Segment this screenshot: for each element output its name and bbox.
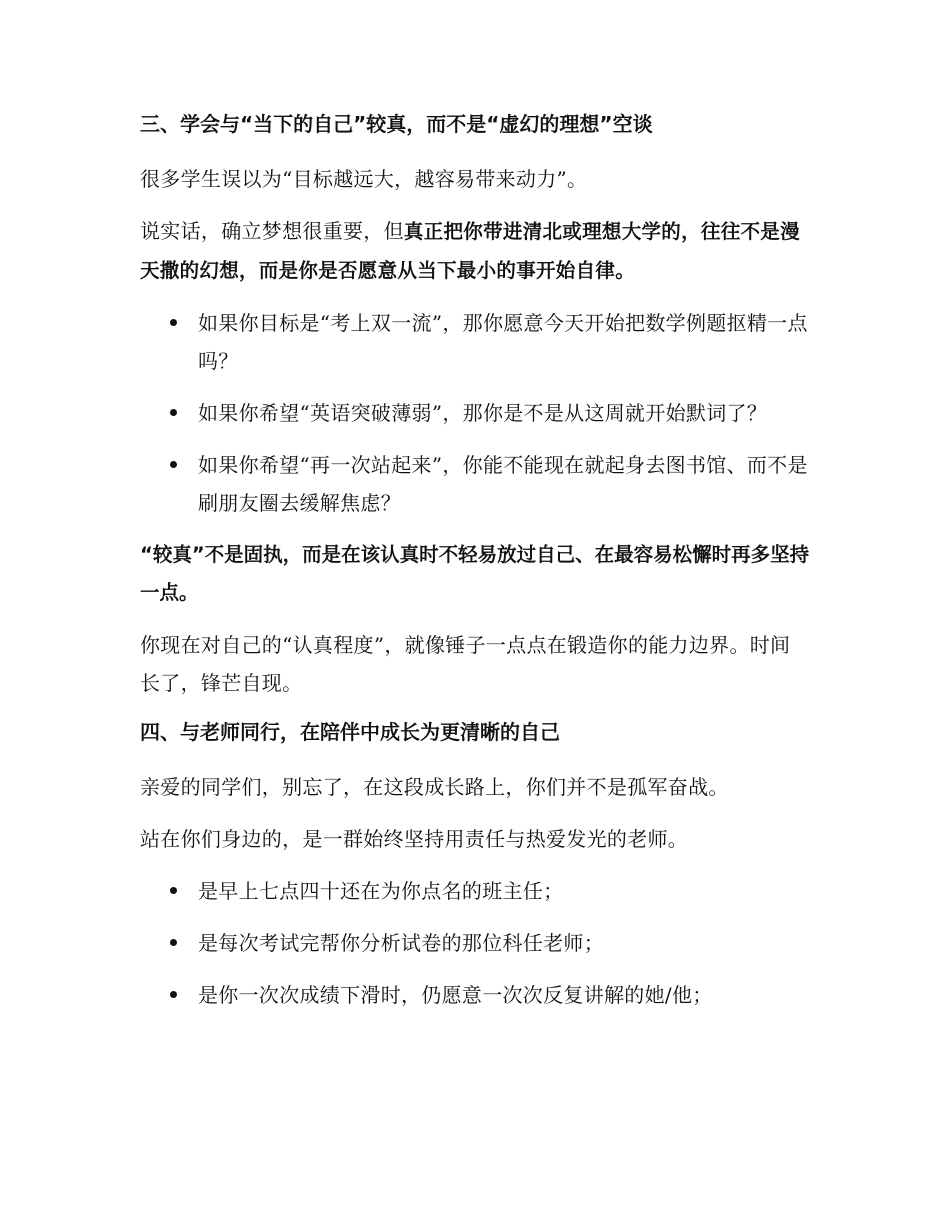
bullet-dot-icon	[170, 409, 177, 416]
list-item-text: 如果你希望“再一次站起来”，你能不能现在就起身去图书馆、而不是刷朋友圈去缓解焦虑？	[198, 453, 808, 515]
section-3-paragraph-1: 很多学生误以为“目标越远大，越容易带来动力”。	[140, 167, 588, 191]
section-3-paragraph-2-text: 说实话，确立梦想很重要，但	[140, 219, 404, 243]
list-item-text: 如果你希望“英语突破薄弱”，那你是不是从这周就开始默词了？	[198, 401, 768, 425]
section-4-paragraph-1: 亲爱的同学们，别忘了，在这段成长路上，你们并不是孤军奋战。	[140, 775, 729, 799]
list-item-text: 如果你目标是“考上双一流”，那你愿意今天开始把数学例题抠精一点吗？	[198, 311, 808, 373]
list-item	[140, 872, 810, 910]
bullet-dot-icon	[170, 461, 177, 468]
section-4-bullet-list	[140, 872, 810, 1014]
section-3-paragraph-2-emphasis: 真正把你带进清北或理想大学的，往往不是漫天撒的幻想，而是你是否愿意从当下最小的事开始自律。	[140, 220, 800, 282]
list-item-text: 是每次考试完帮你分析试卷的那位科任老师；	[198, 931, 604, 955]
section-3-paragraph-3: 你现在对自己的“认真程度”，就像锤子一点点在锻造你的能力边界。时间长了，锋芒自现。	[140, 633, 791, 695]
list-item	[140, 394, 810, 432]
list-item	[140, 446, 810, 522]
section-3-paragraph-2	[140, 212, 810, 290]
list-item	[140, 924, 810, 962]
section-3-bullet-list	[140, 304, 810, 522]
section-4-heading: 四、与老师同行，在陪伴中成长为更清晰的自己	[140, 720, 560, 744]
list-item-text: 是你一次次成绩下滑时，仍愿意一次次反复讲解的她/他；	[198, 983, 713, 1007]
section-3-heading: 三、学会与“当下的自己”较真，而不是“虚幻的理想”空谈	[140, 112, 653, 136]
list-item	[140, 976, 810, 1014]
bullet-dot-icon	[170, 887, 177, 894]
bullet-dot-icon	[170, 991, 177, 998]
bullet-dot-icon	[170, 319, 177, 326]
section-4-paragraph-2: 站在你们身边的，是一群始终坚持用责任与热爱发光的老师。	[140, 827, 689, 851]
list-item	[140, 304, 810, 380]
list-item-text: 是早上七点四十还在为你点名的班主任；	[198, 879, 564, 903]
section-3-bold-statement: “较真”不是固执，而是在该认真时不轻易放过自己、在最容易松懈时再多坚持一点。	[140, 543, 810, 604]
bullet-dot-icon	[170, 939, 177, 946]
